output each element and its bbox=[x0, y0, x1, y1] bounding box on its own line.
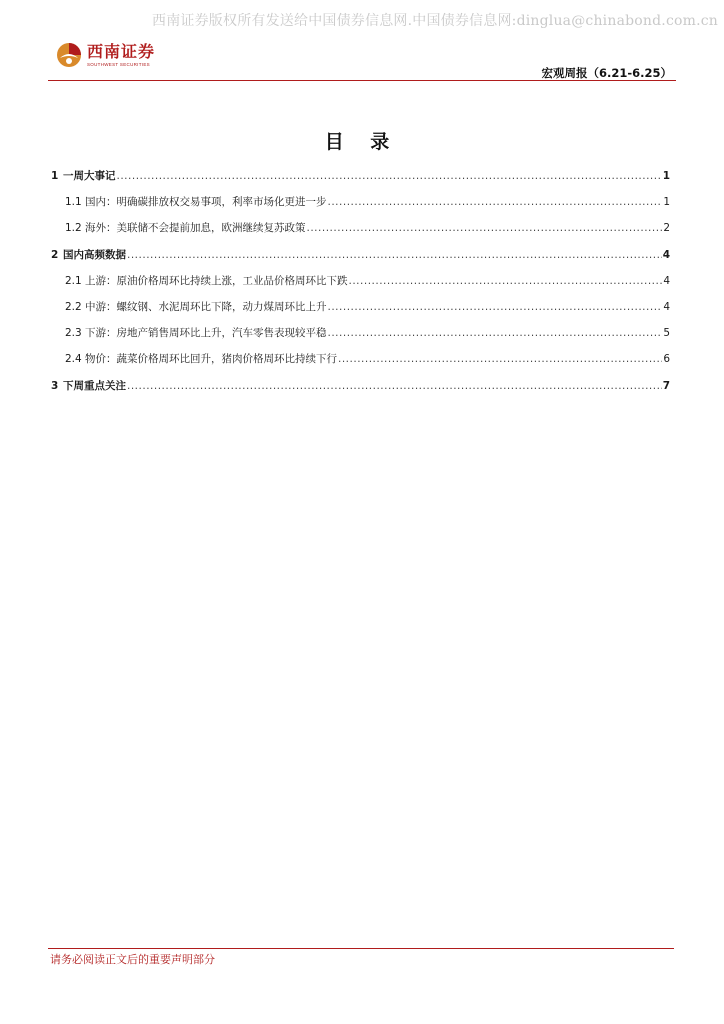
toc-entry-title: 国内：明确碳排放权交易事项，利率市场化更进一步 bbox=[85, 196, 327, 208]
toc-entry[interactable] bbox=[51, 325, 670, 341]
toc-leader-dots bbox=[117, 170, 662, 182]
toc-entry-title: 中游：螺纹钢、水泥周环比下降，动力煤周环比上升 bbox=[85, 301, 327, 313]
page-header bbox=[48, 40, 676, 82]
toc-entry-page: 4 bbox=[663, 301, 670, 313]
toc-leader-dots bbox=[328, 196, 663, 208]
toc-entry-number: 2 bbox=[51, 249, 59, 261]
toc-entry[interactable] bbox=[51, 351, 670, 367]
toc-entry-page: 5 bbox=[663, 327, 670, 339]
toc-entry-title: 上游：原油价格周环比持续上涨，工业品价格周环比下跌 bbox=[85, 275, 348, 287]
toc-entry-title: 物价：蔬菜价格周环比回升，猪肉价格周环比持续下行 bbox=[85, 353, 337, 365]
toc-entry-title: 一周大事记 bbox=[63, 170, 116, 182]
toc-entry[interactable] bbox=[51, 194, 670, 210]
company-logo bbox=[56, 42, 155, 68]
toc-entry-title: 下周重点关注 bbox=[63, 380, 126, 392]
toc-entry-page: 2 bbox=[663, 222, 670, 234]
toc-entry-page: 6 bbox=[663, 353, 670, 365]
logo-english-name: SOUTHWEST SECURITIES bbox=[87, 62, 150, 67]
toc-entry-page: 1 bbox=[663, 196, 670, 208]
toc-leader-dots bbox=[307, 222, 663, 234]
toc-entry-page: 7 bbox=[662, 380, 670, 392]
toc-entry[interactable] bbox=[51, 168, 670, 184]
toc-entry-number: 1 bbox=[51, 170, 59, 182]
toc-entry-number: 2.1 bbox=[65, 275, 82, 287]
toc-leader-dots bbox=[127, 249, 662, 261]
footer-divider bbox=[48, 948, 674, 949]
toc-entry-number: 3 bbox=[51, 380, 59, 392]
footer-disclaimer: 请务必阅读正文后的重要声明部分 bbox=[50, 953, 215, 966]
report-title: 宏观周报（6.21-6.25） bbox=[541, 66, 672, 80]
toc-leader-dots bbox=[328, 327, 663, 339]
toc-entry-title: 国内高频数据 bbox=[63, 249, 126, 261]
toc-leader-dots bbox=[127, 380, 662, 392]
toc-entry-title: 海外：美联储不会提前加息，欧洲继续复苏政策 bbox=[85, 222, 306, 234]
toc-entry-number: 2.2 bbox=[65, 301, 82, 313]
toc-entry[interactable] bbox=[51, 378, 670, 394]
toc-entry-number: 1.2 bbox=[65, 222, 82, 234]
toc-leader-dots bbox=[338, 353, 662, 365]
toc-entry-number: 2.4 bbox=[65, 353, 82, 365]
company-logo-icon bbox=[56, 42, 82, 68]
toc-entry-number: 2.3 bbox=[65, 327, 82, 339]
toc-entry-page: 4 bbox=[663, 275, 670, 287]
toc-entry[interactable] bbox=[51, 273, 670, 289]
logo-chinese-name: 西南证券 bbox=[87, 42, 156, 61]
watermark-text: 西南证券版权所有发送给中国债券信息网.中国债券信息网:dinglua@chinabond.com.cn bbox=[152, 13, 718, 29]
header-divider bbox=[48, 80, 676, 81]
toc-entry-page: 4 bbox=[662, 249, 670, 261]
toc-title: 目 录 bbox=[324, 131, 400, 153]
toc-entry-number: 1.1 bbox=[65, 196, 82, 208]
toc-leader-dots bbox=[328, 301, 663, 313]
toc-entry-page: 1 bbox=[662, 170, 670, 182]
toc-entry-title: 下游：房地产销售周环比上升，汽车零售表现较平稳 bbox=[85, 327, 327, 339]
toc-entry[interactable] bbox=[51, 220, 670, 236]
toc-leader-dots bbox=[349, 275, 663, 287]
toc-entry[interactable] bbox=[51, 247, 670, 263]
toc-entry[interactable] bbox=[51, 299, 670, 315]
